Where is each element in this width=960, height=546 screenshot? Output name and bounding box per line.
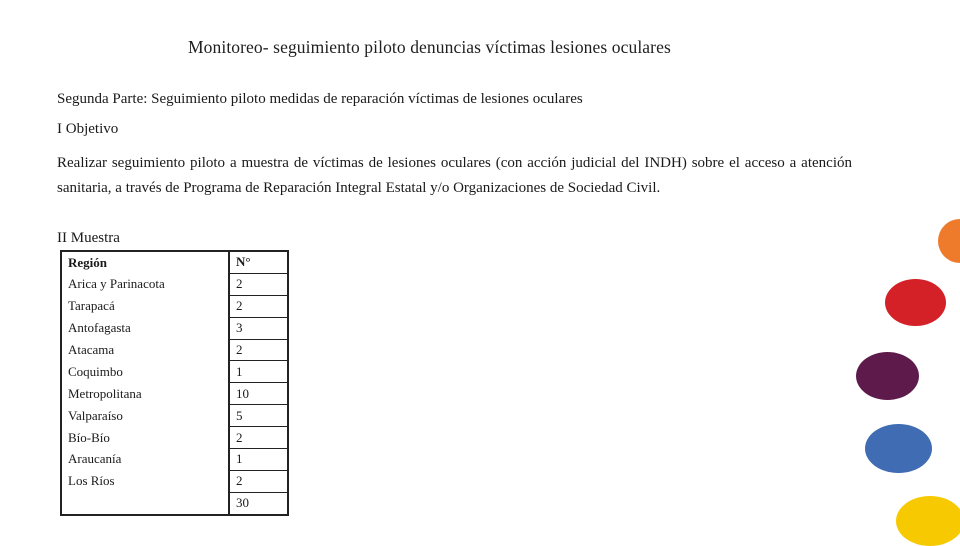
count-cell: 5: [229, 405, 288, 427]
region-cell: Arica y Parinacota: [61, 273, 229, 295]
red-dot: [885, 279, 946, 326]
table-row: [61, 295, 288, 317]
table-row: [61, 427, 288, 449]
orange-dot: [938, 219, 960, 263]
yellow-dot: [896, 496, 960, 546]
count-cell: 10: [229, 383, 288, 405]
count-cell: 2: [229, 273, 288, 295]
region-cell: Tarapacá: [61, 295, 229, 317]
table-row: [61, 273, 288, 295]
count-cell: 2: [229, 339, 288, 361]
table-row: [61, 361, 288, 383]
section-heading-objetivo: I Objetivo: [57, 121, 119, 137]
count-cell: 2: [229, 427, 288, 449]
count-cell: 1: [229, 449, 288, 471]
region-cell: Los Ríos: [61, 470, 229, 492]
table-row: [61, 470, 288, 492]
table-row: [61, 405, 288, 427]
count-cell: 2: [229, 470, 288, 492]
region-cell: Valparaíso: [61, 405, 229, 427]
table-row: [61, 317, 288, 339]
count-cell: 1: [229, 361, 288, 383]
count-cell: 30: [229, 492, 288, 514]
region-cell: Antofagasta: [61, 317, 229, 339]
region-cell: Bío-Bío: [61, 427, 229, 449]
table-row: [61, 339, 288, 361]
region-cell: Atacama: [61, 339, 229, 361]
region-cell: Araucanía: [61, 449, 229, 471]
table-row: [61, 449, 288, 471]
header-number: N°: [229, 251, 288, 273]
purple-dot: [856, 352, 919, 400]
count-cell: 3: [229, 317, 288, 339]
page-title: Monitoreo- seguimiento piloto denuncias víctimas lesiones oculares: [188, 37, 671, 57]
table-row: [61, 383, 288, 405]
table-header-row: [61, 251, 288, 273]
objetivo-paragraph: Realizar seguimiento piloto a muestra de víctimas de lesiones oculares (con acción judicial del INDH) sobre el acceso a atención sanitaria, a través de Programa de Reparación Integral Estatal y/o Organizaciones de Sociedad Civil.: [57, 155, 852, 196]
table-row: [61, 492, 288, 514]
header-region: Región: [61, 251, 229, 273]
region-cell: Metropolitana: [61, 383, 229, 405]
muestra-table: [60, 250, 289, 516]
subtitle: Segunda Parte: Seguimiento piloto medidas de reparación víctimas de lesiones oculares: [57, 91, 583, 107]
section-heading-muestra: II Muestra: [57, 230, 120, 246]
region-cell: Coquimbo: [61, 361, 229, 383]
count-cell: 2: [229, 295, 288, 317]
blue-dot: [865, 424, 932, 473]
region-cell: [61, 492, 229, 514]
